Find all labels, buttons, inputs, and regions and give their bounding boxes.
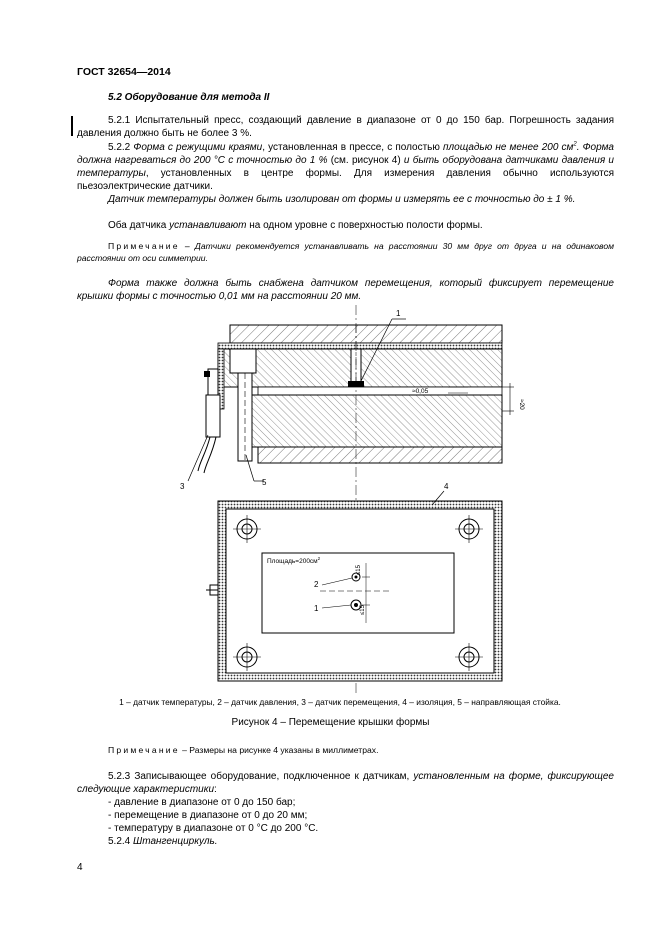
dim-15-upper: ≤15 [356, 565, 362, 575]
paragraph-5-2-2: 5.2.2 Форма с режущими краями, установленная в прессе, с полостью площадью не менее 200 $см^2$. Форма должна нагреваться до 200 °С с точностью до 1 % (см. рисунок 4) и быть оборудована датчиками давления и температуры, установленных в центре формы. Для измерения давления обычно используются пьезоэлектрические датчики. [77, 141, 614, 192]
section-heading: 5.2 Оборудование для метода II [108, 92, 270, 103]
list-item: - давление в диапазоне от 0 до 150 бар; [108, 797, 296, 808]
document-header: ГОСТ 32654—2014 [77, 66, 171, 78]
dim-15-lower: ≤15 [360, 605, 366, 615]
paragraph-5-2-1: 5.2.1 Испытательный пресс, создающий давление в диапазоне от 0 до 150 бар. Погрешность задания давления должно быть не более 3 %. [77, 115, 614, 139]
figure-legend: 1 – датчик температуры, 2 – датчик давления, 3 – датчик перемещения, 4 – изоляция, 5 – направляющая стойка. [119, 697, 561, 707]
paragraph-displacement-sensor: Форма также должна быть снабжена датчиком перемещения, который фиксирует перемещение крышки формы с точностью 0,01 мм на расстоянии 20 мм. [77, 278, 614, 302]
dim-20: ≈20 [518, 399, 525, 410]
dim-0-05: ≈0,05 [412, 388, 429, 395]
label-5: 5 [262, 478, 267, 487]
paragraph-5-2-4: 5.2.4 Штангенциркуль. [108, 836, 218, 847]
paragraph-temperature-sensor: Датчик температуры должен быть изолирован от формы и измерять ее с точностью до ± 1 %. [108, 194, 576, 205]
label-1-top: 1 [396, 309, 401, 318]
change-bar [71, 116, 73, 136]
figure-caption: Рисунок 4 – Перемещение крышки формы [231, 717, 430, 728]
label-2-plan: 2 [314, 580, 319, 589]
figure-4-drawing [170, 305, 530, 695]
area-label: $Площадь=200см^2$ [267, 556, 321, 565]
label-3: 3 [180, 482, 185, 491]
note-1: Примечание – Датчики рекомендуется устанавливать на расстоянии 30 мм друг от друга и на одинаковом расстоянии от оси симметрии. [77, 241, 614, 263]
note-2: Примечание – Размеры на рисунке 4 указаны в миллиметрах. [108, 745, 379, 755]
list-item: - температуру в диапазоне от 0 °С до 200 °С. [108, 823, 319, 834]
label-4: 4 [444, 482, 449, 491]
list-item: - перемещение в диапазоне от 0 до 20 мм; [108, 810, 308, 821]
label-1-plan: 1 [314, 604, 319, 613]
plan-view [206, 491, 502, 681]
paragraph-5-2-3: 5.2.3 Записывающее оборудование, подключенное к датчикам, установленным на форме, фиксирующее следующие характеристики: [77, 771, 614, 795]
paragraph-both-sensors: Оба датчика устанавливают на одном уровне с поверхностью полости формы. [108, 220, 483, 231]
page-number: 4 [77, 862, 83, 873]
